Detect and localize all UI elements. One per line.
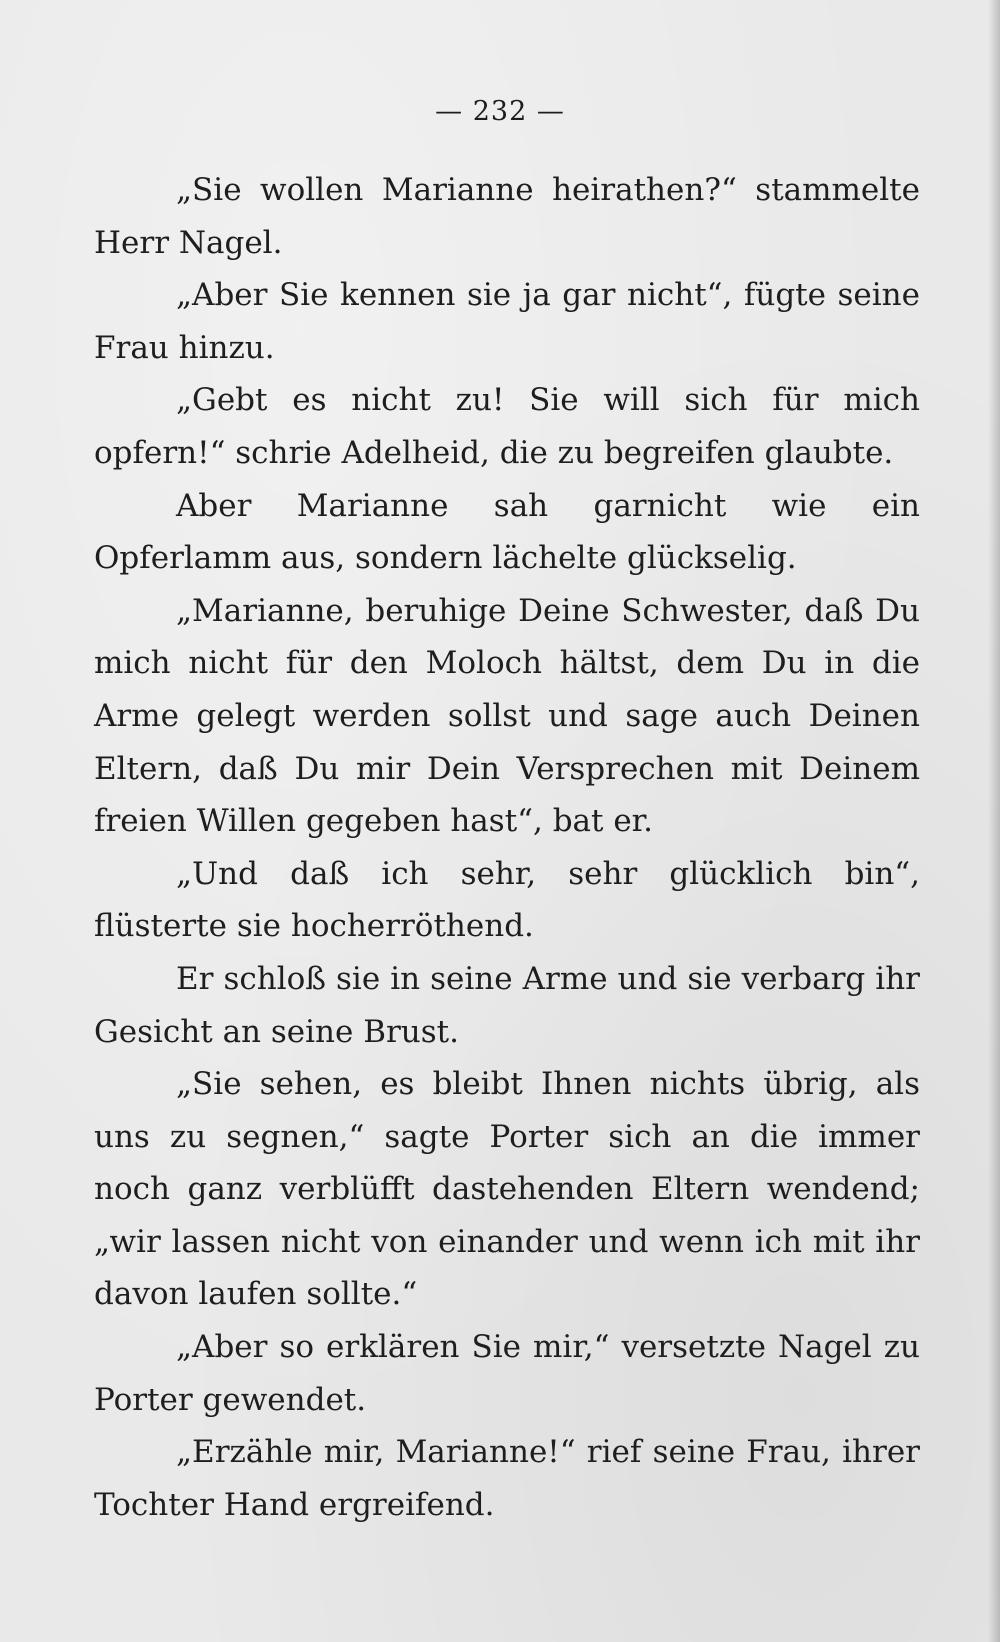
page-edge-shadow	[988, 0, 1000, 1642]
paragraph-1: „Sie wollen Marianne heirathen?“ stammelte Herr Nagel.	[94, 172, 920, 261]
paragraph-4: Aber Marianne sah garnicht wie ein Opferlamm aus, sondern lächelte glückselig.	[94, 487, 920, 577]
paragraph-6: „Und daß ich sehr, sehr glücklich bin“, flüsterte sie hocherröthend.	[94, 855, 920, 945]
page-number: — 232 —	[435, 96, 565, 127]
paragraph-2: „Aber Sie kennen sie ja gar nicht“, fügte seine Frau hinzu.	[94, 277, 920, 366]
paragraph-3: „Gebt es nicht zu! Sie will sich für mich opfern!“ schrie Adelheid, die zu begreifen glaubte.	[94, 382, 920, 471]
paragraph-9: „Aber so erklären Sie mir,“ versetzte Nagel zu Porter gewendet.	[94, 1329, 920, 1418]
paragraph-5: „Marianne, beruhige Deine Schwester, daß Du mich nicht für den Moloch hältst, dem Du in die Arme gelegt werden sollst und sage auch Deinen Eltern, daß Du mir Dein Versprechen mit Deinem freien Willen gegeben hast“, bat er.	[94, 592, 920, 840]
body-text	[94, 164, 920, 1531]
paragraph-7: Er schloß sie in seine Arme und sie verbarg ihr Gesicht an seine Brust.	[94, 960, 920, 1050]
paragraph-8: „Sie sehen, es bleibt Ihnen nichts übrig, als uns zu segnen,“ sagte Porter sich an die immer noch ganz verblüfft dastehenden Eltern wendend; „wir lassen nicht von einander und wenn ich mit ihr davon laufen sollte.“	[94, 1066, 920, 1313]
paragraph-10: „Erzähle mir, Marianne!“ rief seine Frau, ihrer Tochter Hand ergreifend.	[94, 1434, 920, 1523]
